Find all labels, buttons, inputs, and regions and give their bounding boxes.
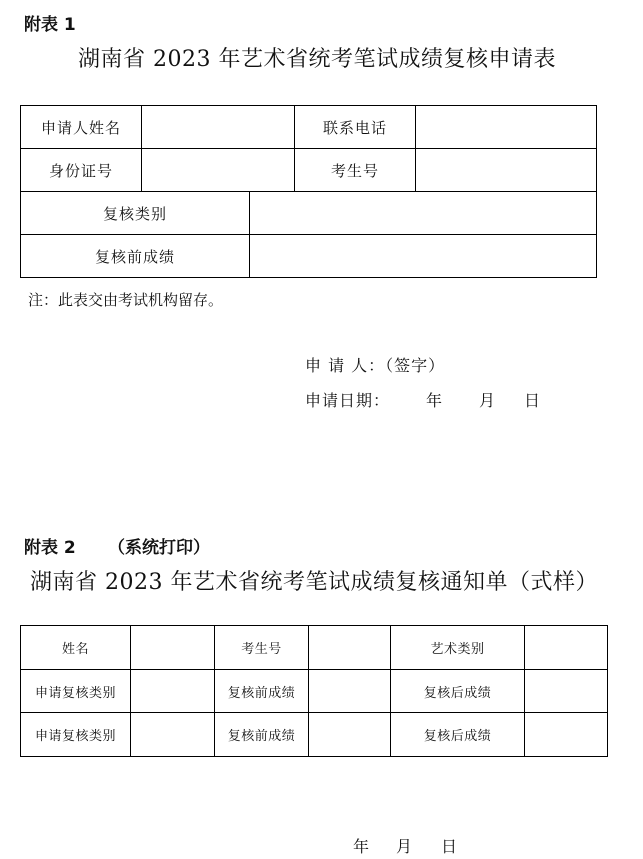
score-after-value [525,670,608,713]
score-after-label: 复核后成绩 [391,713,525,757]
notice-date-month: 月 [396,837,414,856]
review-application-table [20,105,597,278]
name-value [131,626,215,670]
id-number-field[interactable] [142,149,295,192]
art-category-label: 艺术类别 [391,626,525,670]
attachment2-label: 附表 2 [24,538,76,558]
review-category-label: 申请复核类别 [21,713,131,757]
exam-number-label: 考生号 [295,149,416,192]
art-category-value [525,626,608,670]
apply-date-month: 月 [479,391,497,410]
apply-date-year: 年 [426,391,444,410]
score-before-label: 复核前成绩 [215,670,309,713]
name-label: 姓名 [21,626,131,670]
attachment1-label: 附表 1 [24,15,76,35]
score-before-label: 复核前成绩 [215,713,309,757]
apply-date-label: 申请日期： [305,391,391,410]
review-category-value [131,713,215,757]
apply-date-day: 日 [524,391,542,410]
phone-field[interactable] [416,106,597,149]
attachment1-title: 湖南省 2023 年艺术省统考笔试成绩复核申请表 [78,47,556,72]
notice-date-day: 日 [441,837,459,856]
score-before-review-label: 复核前成绩 [21,235,250,278]
applicant-name-label: 申请人姓名 [21,106,142,149]
phone-label: 联系电话 [295,106,416,149]
retention-note: 注：此表交由考试机构留存。 [28,291,224,309]
score-after-label: 复核后成绩 [391,670,525,713]
score-before-review-field[interactable] [250,235,597,278]
score-after-value [525,713,608,757]
id-number-label: 身份证号 [21,149,142,192]
exam-number-label: 考生号 [215,626,309,670]
review-category-value [131,670,215,713]
score-before-value [309,670,391,713]
attachment2-title: 湖南省 2023 年艺术省统考笔试成绩复核通知单（式样） [30,570,598,595]
review-notice-table [20,625,608,757]
applicant-name-field[interactable] [142,106,295,149]
exam-number-value [309,626,391,670]
score-before-value [309,713,391,757]
applicant-signature-label: 申 请 人：（签字） [305,356,446,375]
exam-number-field[interactable] [416,149,597,192]
review-category-field[interactable] [250,192,597,235]
review-category-label: 申请复核类别 [21,670,131,713]
review-category-label: 复核类别 [21,192,250,235]
attachment2-label-suffix: （系统打印） [108,538,210,558]
notice-date-year: 年 [353,837,371,856]
